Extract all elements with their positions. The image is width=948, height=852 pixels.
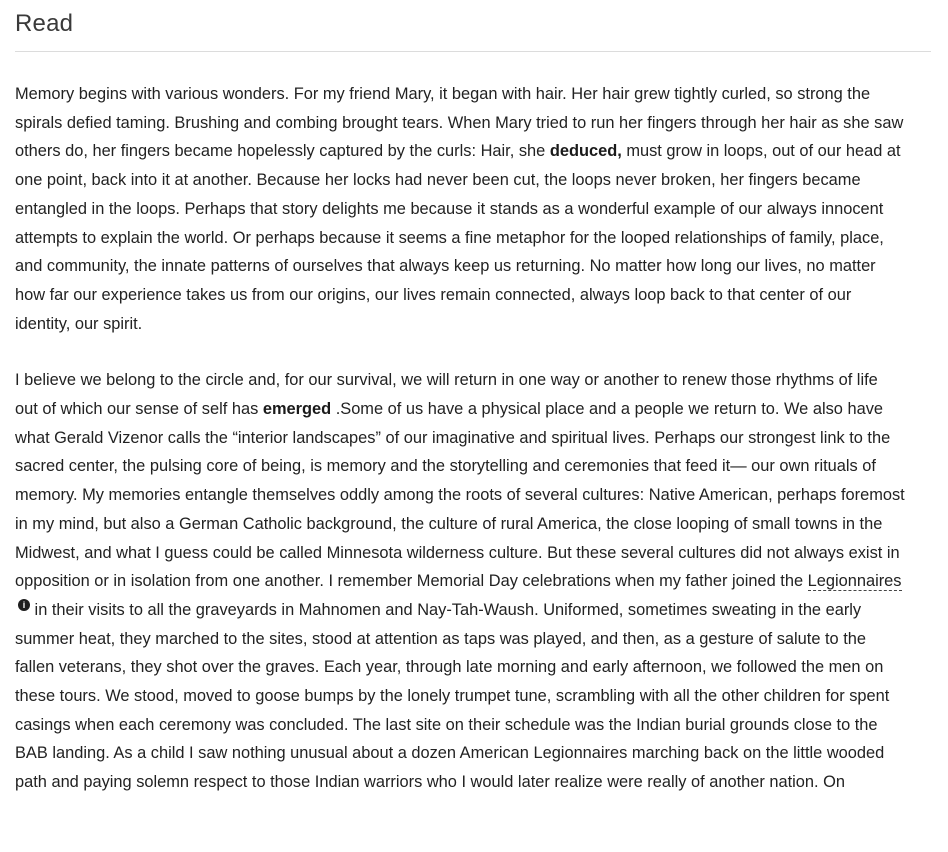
vocab-word-deduced: deduced, bbox=[549, 142, 622, 161]
reading-passage bbox=[15, 80, 905, 797]
title-divider bbox=[15, 51, 931, 52]
paragraph-1 bbox=[15, 80, 905, 338]
page-title: Read bbox=[15, 10, 74, 37]
paragraph-2-text-a: I believe we belong to the circle and, for our survival, we will return in one way or another to renew those rhythms of life out of which our sense of self has bbox=[15, 371, 878, 419]
paragraph-1-text-b: must grow in loops, out of our head at one point, back into it at another. Because her locks had never been cut, the loops never broken, her fingers became entangled in the loops. Perhaps that story delights me because it stands as a wonderful example of our always innocent attempts to explain the world. Or perhaps because it seems a fine metaphor for the looped relationships of family, place, and community, the innate patterns of ourselves that always keep us returning. No matter how long our lives, no matter how far our experience takes us from our origins, our lives remain connected, always loop back to that center of our identity, our spirit. bbox=[15, 142, 901, 333]
glossary-term-legionnaires[interactable]: Legionnaires bbox=[807, 572, 902, 591]
info-icon[interactable]: i bbox=[18, 599, 30, 611]
paragraph-2-text-c: in their visits to all the graveyards in Mahnomen and Nay-Tah-Waush. Uniformed, sometimes sweating in the early summer heat, they marched to the sites, stood at attention as taps was played, and then, as a gesture of salute to the fallen veterans, they shot over the graves. Each year, through late morning and early afternoon, we followed the men on these tours. We stood, moved to goose bumps by the lonely trumpet tune, scrambling with all the other children for spent casings when each ceremony was concluded. The last site on their schedule was the Indian burial grounds close to the BAB landing. As a child I saw nothing unusual about a dozen American Legionnaires marching back on the little wooded path and paying solemn respect to those Indian warriors who I would later realize were really of another nation. On bbox=[15, 600, 890, 792]
reading-page bbox=[15, 0, 931, 797]
paragraph-1-text-a: Memory begins with various wonders. For my friend Mary, it began with hair. Her hair grew tightly curled, so strong the spirals defied taming. Brushing and combing brought tears. When Mary tried to run her fingers through her hair as she saw others do, her fingers became hopelessly captured by the curls: Hair, she bbox=[15, 85, 904, 161]
paragraph-2-text-b: .Some of us have a physical place and a people we return to. We also have what Gerald Vizenor calls the “interior landscapes” of our imaginative and spiritual lives. Perhaps our strongest link to the sacred center, the pulsing core of being, is memory and the storytelling and ceremonies that feed it— our own rituals of memory. My memories entangle themselves oddly among the roots of several cultures: Native American, perhaps foremost in my mind, but also a German Catholic background, the culture of rural America, the close looping of small towns in the Midwest, and what I guess could be called Minnesota wilderness culture. But these several cultures did not always exist in opposition or in isolation from one another. I remember Memorial Day celebrations when my father joined the bbox=[15, 400, 905, 591]
vocab-word-emerged: emerged bbox=[262, 400, 332, 419]
paragraph-2 bbox=[15, 366, 905, 797]
